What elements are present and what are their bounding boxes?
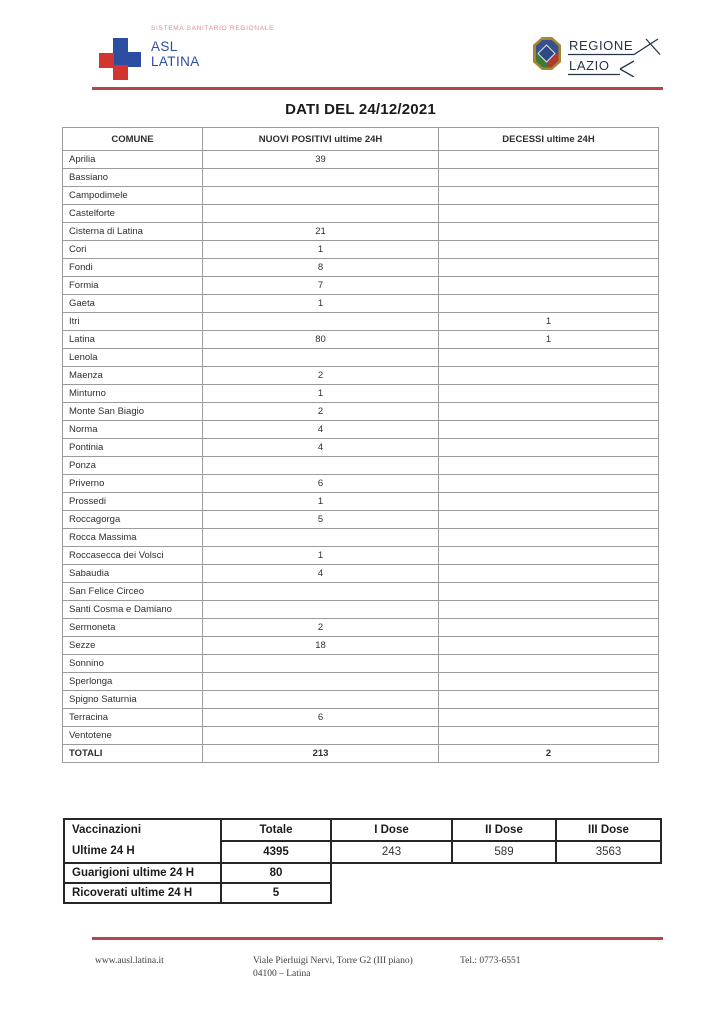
decessi-cell xyxy=(439,259,659,277)
positivi-cell xyxy=(203,673,439,691)
positivi-cell: 18 xyxy=(203,637,439,655)
comune-cell: Cisterna di Latina xyxy=(63,223,203,241)
comune-cell: Campodimele xyxy=(63,187,203,205)
comune-cell: Sezze xyxy=(63,637,203,655)
table-row xyxy=(63,169,659,187)
asl-name-line1: ASL xyxy=(151,39,178,54)
comune-cell: Prossedi xyxy=(63,493,203,511)
decessi-cell: 1 xyxy=(439,331,659,349)
decessi-cell xyxy=(439,241,659,259)
table-row xyxy=(63,223,659,241)
dose3-value: 3563 xyxy=(556,841,661,863)
comune-cell: Bassiano xyxy=(63,169,203,187)
empty-area xyxy=(331,883,661,903)
table-row xyxy=(63,565,659,583)
footer-website: www.ausl.latina.it xyxy=(95,956,164,966)
footer-divider-rule xyxy=(92,937,663,940)
comune-cell: Sperlonga xyxy=(63,673,203,691)
decessi-cell xyxy=(439,493,659,511)
covid-data-table xyxy=(62,127,659,763)
decessi-cell xyxy=(439,475,659,493)
positivi-cell xyxy=(203,457,439,475)
decessi-cell xyxy=(439,385,659,403)
table-row xyxy=(63,493,659,511)
header-decessi: DECESSI ultime 24H xyxy=(439,128,659,151)
decessi-cell xyxy=(439,727,659,745)
table-row xyxy=(63,511,659,529)
table-row xyxy=(63,403,659,421)
positivi-cell xyxy=(203,205,439,223)
decessi-cell xyxy=(439,529,659,547)
comune-cell: Pontinia xyxy=(63,439,203,457)
totals-label: TOTALI xyxy=(63,745,203,763)
decessi-cell xyxy=(439,277,659,295)
region-text-line1: REGIONE xyxy=(569,38,634,53)
comune-cell: Santi Cosma e Damiano xyxy=(63,601,203,619)
positivi-cell: 80 xyxy=(203,331,439,349)
main-table-body xyxy=(63,151,659,745)
table-row xyxy=(63,313,659,331)
regione-lazio-wordmark xyxy=(568,37,664,77)
decessi-cell xyxy=(439,601,659,619)
asl-cross-logo-icon xyxy=(99,38,141,80)
comune-cell: Sermoneta xyxy=(63,619,203,637)
vaccinazioni-label-cell xyxy=(64,819,221,863)
footer-address-line1: Viale Pierluigi Nervi, Torre G2 (III piano) xyxy=(253,956,413,966)
positivi-cell: 4 xyxy=(203,565,439,583)
cross-bottom-arm xyxy=(113,65,128,80)
comune-cell: Roccasecca dei Volsci xyxy=(63,547,203,565)
decessi-cell xyxy=(439,457,659,475)
positivi-cell: 6 xyxy=(203,709,439,727)
comune-cell: Lenola xyxy=(63,349,203,367)
comune-cell: Castelforte xyxy=(63,205,203,223)
comune-cell: Monte San Biagio xyxy=(63,403,203,421)
positivi-cell: 39 xyxy=(203,151,439,169)
positivi-cell: 1 xyxy=(203,295,439,313)
table-row xyxy=(63,727,659,745)
region-text-line2: LAZIO xyxy=(569,58,610,73)
decessi-cell xyxy=(439,367,659,385)
positivi-cell: 2 xyxy=(203,403,439,421)
vaccination-table xyxy=(63,818,662,904)
decessi-cell xyxy=(439,583,659,601)
comune-cell: Itri xyxy=(63,313,203,331)
decessi-cell xyxy=(439,187,659,205)
empty-area xyxy=(331,863,661,883)
guarigioni-label: Guarigioni ultime 24 H xyxy=(64,863,221,883)
table-row xyxy=(63,457,659,475)
decessi-cell xyxy=(439,691,659,709)
vaccinazioni-label-line1: Vaccinazioni xyxy=(72,824,142,836)
table-row xyxy=(63,709,659,727)
positivi-cell: 2 xyxy=(203,367,439,385)
header-comune: COMUNE xyxy=(63,128,203,151)
table-row xyxy=(63,529,659,547)
guarigioni-row xyxy=(64,863,661,883)
comune-cell: Ventotene xyxy=(63,727,203,745)
positivi-cell: 2 xyxy=(203,619,439,637)
table-row xyxy=(63,277,659,295)
table-row xyxy=(63,421,659,439)
dose1-value: 243 xyxy=(331,841,452,863)
comune-cell: Roccagorga xyxy=(63,511,203,529)
cross-left-arm xyxy=(99,53,114,68)
comune-cell: Ponza xyxy=(63,457,203,475)
vaccinazioni-label-line2: Ultime 24 H xyxy=(72,845,135,857)
positivi-cell xyxy=(203,169,439,187)
decessi-cell xyxy=(439,619,659,637)
asl-name xyxy=(151,39,200,69)
decessi-cell xyxy=(439,151,659,169)
table-row xyxy=(63,187,659,205)
page-title: DATI DEL 24/12/2021 xyxy=(285,101,436,118)
positivi-cell: 1 xyxy=(203,547,439,565)
table-row xyxy=(63,151,659,169)
table-row xyxy=(63,241,659,259)
positivi-cell: 4 xyxy=(203,439,439,457)
ricoverati-row xyxy=(64,883,661,903)
decessi-cell xyxy=(439,565,659,583)
table-row xyxy=(63,331,659,349)
comune-cell: Latina xyxy=(63,331,203,349)
footer-address-line2: 04100 – Latina xyxy=(253,969,311,979)
vaccination-header-row xyxy=(64,819,661,841)
table-row xyxy=(63,259,659,277)
table-row xyxy=(63,439,659,457)
ricoverati-label: Ricoverati ultime 24 H xyxy=(64,883,221,903)
comune-cell: Rocca Massima xyxy=(63,529,203,547)
table-row xyxy=(63,637,659,655)
totals-decessi: 2 xyxy=(439,745,659,763)
totals-row xyxy=(63,745,659,763)
table-row xyxy=(63,295,659,313)
positivi-cell xyxy=(203,655,439,673)
table-row xyxy=(63,583,659,601)
decessi-cell xyxy=(439,169,659,187)
col-dose3: III Dose xyxy=(556,819,661,841)
decessi-cell xyxy=(439,223,659,241)
decessi-cell xyxy=(439,637,659,655)
table-row xyxy=(63,619,659,637)
positivi-cell: 1 xyxy=(203,385,439,403)
table-row xyxy=(63,601,659,619)
table-row xyxy=(63,691,659,709)
positivi-cell xyxy=(203,313,439,331)
positivi-cell xyxy=(203,187,439,205)
header-divider-rule xyxy=(92,87,663,90)
comune-cell: Norma xyxy=(63,421,203,439)
decessi-cell xyxy=(439,205,659,223)
positivi-cell xyxy=(203,601,439,619)
positivi-cell xyxy=(203,529,439,547)
comune-cell: Terracina xyxy=(63,709,203,727)
regione-lazio-emblem-icon xyxy=(533,37,561,70)
decessi-cell xyxy=(439,511,659,529)
decessi-cell xyxy=(439,655,659,673)
comune-cell: Sabaudia xyxy=(63,565,203,583)
decessi-cell xyxy=(439,403,659,421)
table-row xyxy=(63,367,659,385)
positivi-cell: 4 xyxy=(203,421,439,439)
totale-value: 4395 xyxy=(221,841,331,863)
table-row xyxy=(63,385,659,403)
table-row xyxy=(63,205,659,223)
positivi-cell: 5 xyxy=(203,511,439,529)
cross-top-arm xyxy=(113,38,128,53)
positivi-cell: 8 xyxy=(203,259,439,277)
positivi-cell xyxy=(203,727,439,745)
decessi-cell: 1 xyxy=(439,313,659,331)
comune-cell: Gaeta xyxy=(63,295,203,313)
table-header-row xyxy=(63,128,659,151)
decessi-cell xyxy=(439,295,659,313)
col-dose2: II Dose xyxy=(452,819,556,841)
positivi-cell xyxy=(203,349,439,367)
footer-phone: Tel.: 0773-6551 xyxy=(460,956,521,966)
col-totale: Totale xyxy=(221,819,331,841)
comune-cell: Spigno Saturnia xyxy=(63,691,203,709)
table-row xyxy=(63,349,659,367)
comune-cell: Maenza xyxy=(63,367,203,385)
positivi-cell: 1 xyxy=(203,493,439,511)
table-row xyxy=(63,655,659,673)
asl-name-line2: LATINA xyxy=(151,54,200,69)
decessi-cell xyxy=(439,673,659,691)
totals-positivi: 213 xyxy=(203,745,439,763)
ricoverati-value: 5 xyxy=(221,883,331,903)
table-row xyxy=(63,547,659,565)
positivi-cell xyxy=(203,583,439,601)
decessi-cell xyxy=(439,439,659,457)
header-nuovi-positivi: NUOVI POSITIVI ultime 24H xyxy=(203,128,439,151)
regione-lazio-logo xyxy=(533,37,664,77)
guarigioni-value: 80 xyxy=(221,863,331,883)
positivi-cell: 1 xyxy=(203,241,439,259)
positivi-cell xyxy=(203,691,439,709)
decessi-cell xyxy=(439,709,659,727)
positivi-cell: 21 xyxy=(203,223,439,241)
ssr-label: SISTEMA SANITARIO REGIONALE xyxy=(151,25,275,32)
comune-cell: Priverno xyxy=(63,475,203,493)
comune-cell: Minturno xyxy=(63,385,203,403)
dose2-value: 589 xyxy=(452,841,556,863)
footer-address xyxy=(253,955,413,981)
comune-cell: Sonnino xyxy=(63,655,203,673)
positivi-cell: 7 xyxy=(203,277,439,295)
decessi-cell xyxy=(439,547,659,565)
comune-cell: Cori xyxy=(63,241,203,259)
comune-cell: Aprilia xyxy=(63,151,203,169)
positivi-cell: 6 xyxy=(203,475,439,493)
comune-cell: Formia xyxy=(63,277,203,295)
comune-cell: Fondi xyxy=(63,259,203,277)
table-row xyxy=(63,475,659,493)
table-row xyxy=(63,673,659,691)
decessi-cell xyxy=(439,349,659,367)
decessi-cell xyxy=(439,421,659,439)
cross-right-arm xyxy=(126,52,141,67)
comune-cell: San Felice Circeo xyxy=(63,583,203,601)
col-dose1: I Dose xyxy=(331,819,452,841)
